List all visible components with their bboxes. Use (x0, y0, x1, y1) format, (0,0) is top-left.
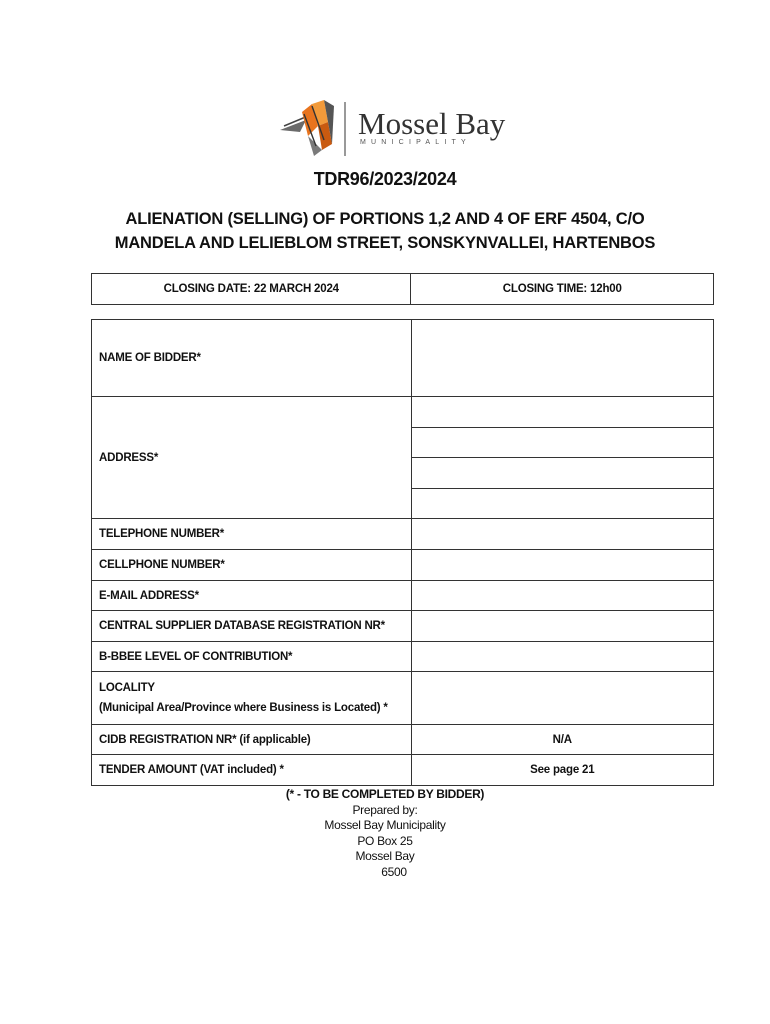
telephone-label: TELEPHONE NUMBER* (92, 519, 412, 550)
tender-amount-label: TENDER AMOUNT (VAT included) * (92, 755, 412, 786)
email-field[interactable] (411, 581, 713, 611)
municipality-logo (278, 96, 506, 160)
locality-title: LOCALITY (99, 682, 155, 694)
mossel-bay-emblem-icon (278, 96, 348, 160)
tender-title-line-2: MANDELA AND LELIEBLOM STREET, SONSKYNVALLEI, HARTENBOS (114, 234, 656, 252)
footer (0, 787, 770, 880)
csd-label: CENTRAL SUPPLIER DATABASE REGISTRATION NR* (92, 611, 412, 642)
closing-time: CLOSING TIME: 12h00 (411, 274, 714, 305)
tender-amount-value: See page 21 (411, 755, 713, 786)
address-line-4-field[interactable] (411, 489, 713, 519)
address-line-2-field[interactable] (411, 428, 713, 458)
logo-subtitle: MUNICIPALITY (360, 139, 471, 146)
telephone-field[interactable] (411, 519, 713, 550)
locality-label (92, 672, 412, 725)
closing-table (91, 273, 714, 305)
cellphone-label: CELLPHONE NUMBER* (92, 550, 412, 581)
tender-number: TDR96/2023/2024 (313, 169, 457, 189)
bidder-form-table (91, 319, 714, 786)
prepared-by-org: Mossel Bay Municipality (324, 818, 446, 832)
logo-name: Mossel Bay (358, 106, 506, 141)
closing-date: CLOSING DATE: 22 MARCH 2024 (92, 274, 411, 305)
prepared-by: Prepared by: (352, 802, 418, 817)
bbbee-field[interactable] (411, 642, 713, 672)
csd-field[interactable] (411, 611, 713, 642)
postal-code: 6500 (381, 864, 407, 879)
bbbee-label: B-BBEE LEVEL OF CONTRIBUTION* (92, 642, 412, 672)
locality-subtitle: (Municipal Area/Province where Business is Located) * (99, 702, 388, 714)
cellphone-field[interactable] (411, 550, 713, 581)
address-label: ADDRESS* (92, 397, 412, 519)
email-label: E-MAIL ADDRESS* (92, 581, 412, 611)
name-of-bidder-label: NAME OF BIDDER* (92, 320, 412, 397)
tender-title (60, 207, 710, 255)
address-line-3-field[interactable] (411, 458, 713, 489)
cidb-label: CIDB REGISTRATION NR* (if applicable) (92, 725, 412, 755)
po-box: PO Box 25 (357, 833, 413, 848)
address-line-1-field[interactable] (411, 397, 713, 428)
name-of-bidder-field[interactable] (411, 320, 713, 397)
tender-title-line-1: ALIENATION (SELLING) OF PORTIONS 1,2 AND 4 OF ERF 4504, C/O (125, 210, 645, 228)
locality-field[interactable] (411, 672, 713, 725)
town: Mossel Bay (355, 849, 415, 863)
cidb-value: N/A (411, 725, 713, 755)
completion-note: (* - TO BE COMPLETED BY BIDDER) (285, 787, 485, 801)
